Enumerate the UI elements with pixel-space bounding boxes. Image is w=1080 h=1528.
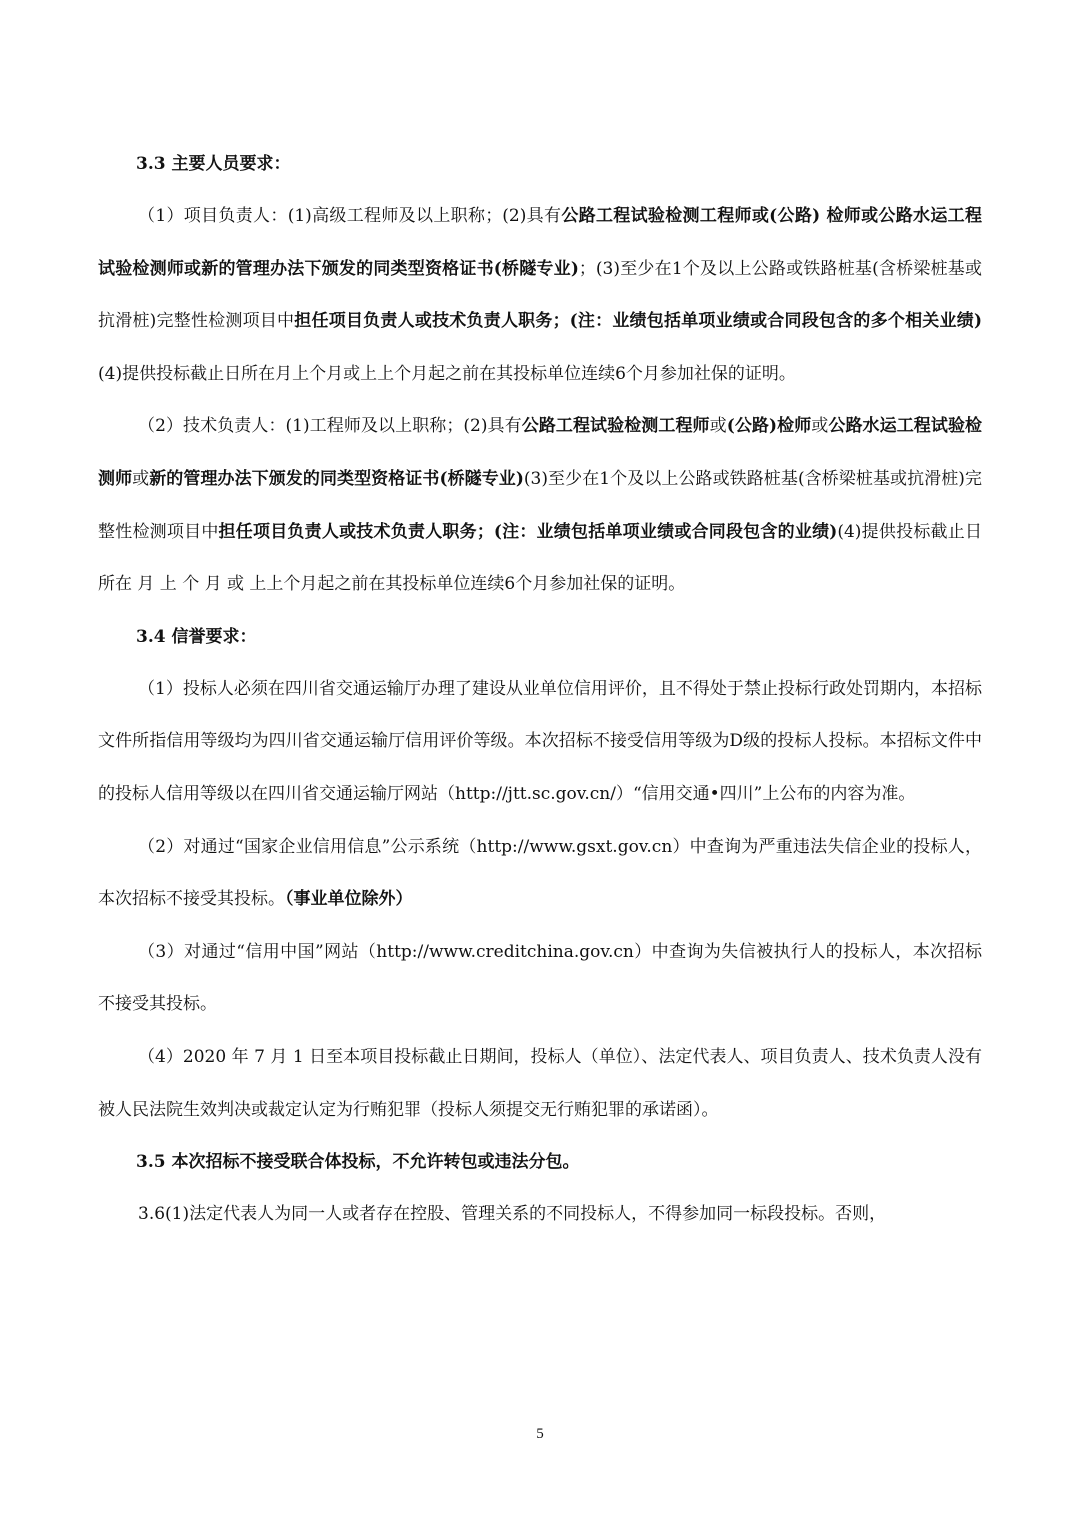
item-1-text-c: (4)提供投标截止日所在月上个月或上上个月起之前在其投标单位连续6个月参加社保的证明。 xyxy=(98,363,796,384)
item-1-text-b: ；(3)至少在1个及以上公路或铁路桩基(含桥梁桩基或抗滑桩)完整性检测项目中 xyxy=(98,258,982,332)
item-1-text-a: （1）项目负责人：(1)高级工程师及以上职称；(2)具有 xyxy=(138,206,562,226)
section-3-4-item-4: （4）2020 年 7 月 1 日至本项目投标截止日期间，投标人（单位）、法定代表人、项目负责人、技术负责人没有被人民法院生效判决或裁定认定为行贿犯罪（投标人须提交无行贿犯罪的承诺函）。 xyxy=(98,1046,982,1120)
item-2-text-e: (3)至少在1个及以上公路或铁路桩基(含桥梁桩基或抗滑桩)完整性检测项目中 xyxy=(98,468,983,542)
item-2-text-a: （2）技术负责人：(1)工程师及以上职称；(2)具有 xyxy=(138,416,522,437)
item-2-bold-e: 担任项目负责人或技术负责人职务；(注：业绩包括单项业绩或合同段包含的业绩) xyxy=(218,521,838,542)
item-2-bold-d: 新的管理办法下颁发的同类型资格证书(桥隧专业) xyxy=(149,468,524,489)
section-3-4-item-3: （3）对通过“信用中国”网站（http://www.creditchina.gov.cn）中查询为失信被执行人的投标人，本次招标不接受其投标。 xyxy=(98,941,982,1015)
item-2-text-f: (4)提供投标截止日所在 月 上 个 月 或 上上个月起之前在其投标单位连续6个月参加社保的证明。 xyxy=(98,521,982,595)
section-3-4-item-1: （1）投标人必须在四川省交通运输厅办理了建设从业单位信用评价，且不得处于禁止投标行政处罚期内，本招标文件所指信用等级均为四川省交通运输厅信用评价等级。本次招标不接受信用等级为D级的投标人投标。本招标文件中的投标人信用等级以在四川省交通运输厅网站（http://jtt.sc.gov.cn/）“信用交通•四川”上公布的内容为准。 xyxy=(98,678,982,804)
item-2-bold-c: 公路水运工程试验检测师 xyxy=(98,416,983,489)
section-3-3-item-2 xyxy=(98,400,982,610)
section-3-4-item-2 xyxy=(98,821,982,926)
item-2-text-d: 或 xyxy=(132,468,150,489)
document-page xyxy=(98,138,982,1241)
section-3-4-heading: 3.4 信誉要求： xyxy=(136,626,257,647)
section-3-5-heading: 3.5 本次招标不接受联合体投标，不允许转包或违法分包。 xyxy=(136,1152,580,1173)
section-3-6-text: 3.6(1)法定代表人为同一人或者存在控股、管理关系的不同投标人，不得参加同一标段投标。否则， xyxy=(138,1204,887,1225)
item-2-bold-b: (公路)检师 xyxy=(726,416,812,437)
credit-item-2-text: （2）对通过“国家企业信用信息”公示系统（http://www.gsxt.gov.cn）中查询为严重违法失信企业的投标人，本次招标不接受其投标。 xyxy=(98,836,982,910)
section-3-3-heading: 3.3 主要人员要求： xyxy=(136,154,291,174)
section-3-3-item-1 xyxy=(98,190,982,400)
item-2-text-c: 或 xyxy=(811,416,829,437)
item-1-bold-b: 担任项目负责人或技术负责人职务；(注：业绩包括单项业绩或合同段包含的多个相关业绩) xyxy=(294,311,982,332)
item-2-bold-a: 公路工程试验检测工程师 xyxy=(521,416,710,437)
item-2-text-b: 或 xyxy=(709,416,727,437)
item-1-bold-a: 公路工程试验检测工程师或(公路) 检师或公路水运工程试验检测师或新的管理办法下颁发的同类型资格证书(桥隧专业) xyxy=(98,206,982,279)
credit-item-2-bold: （事业单位除外） xyxy=(285,889,413,910)
page-number: 5 xyxy=(536,1426,544,1442)
